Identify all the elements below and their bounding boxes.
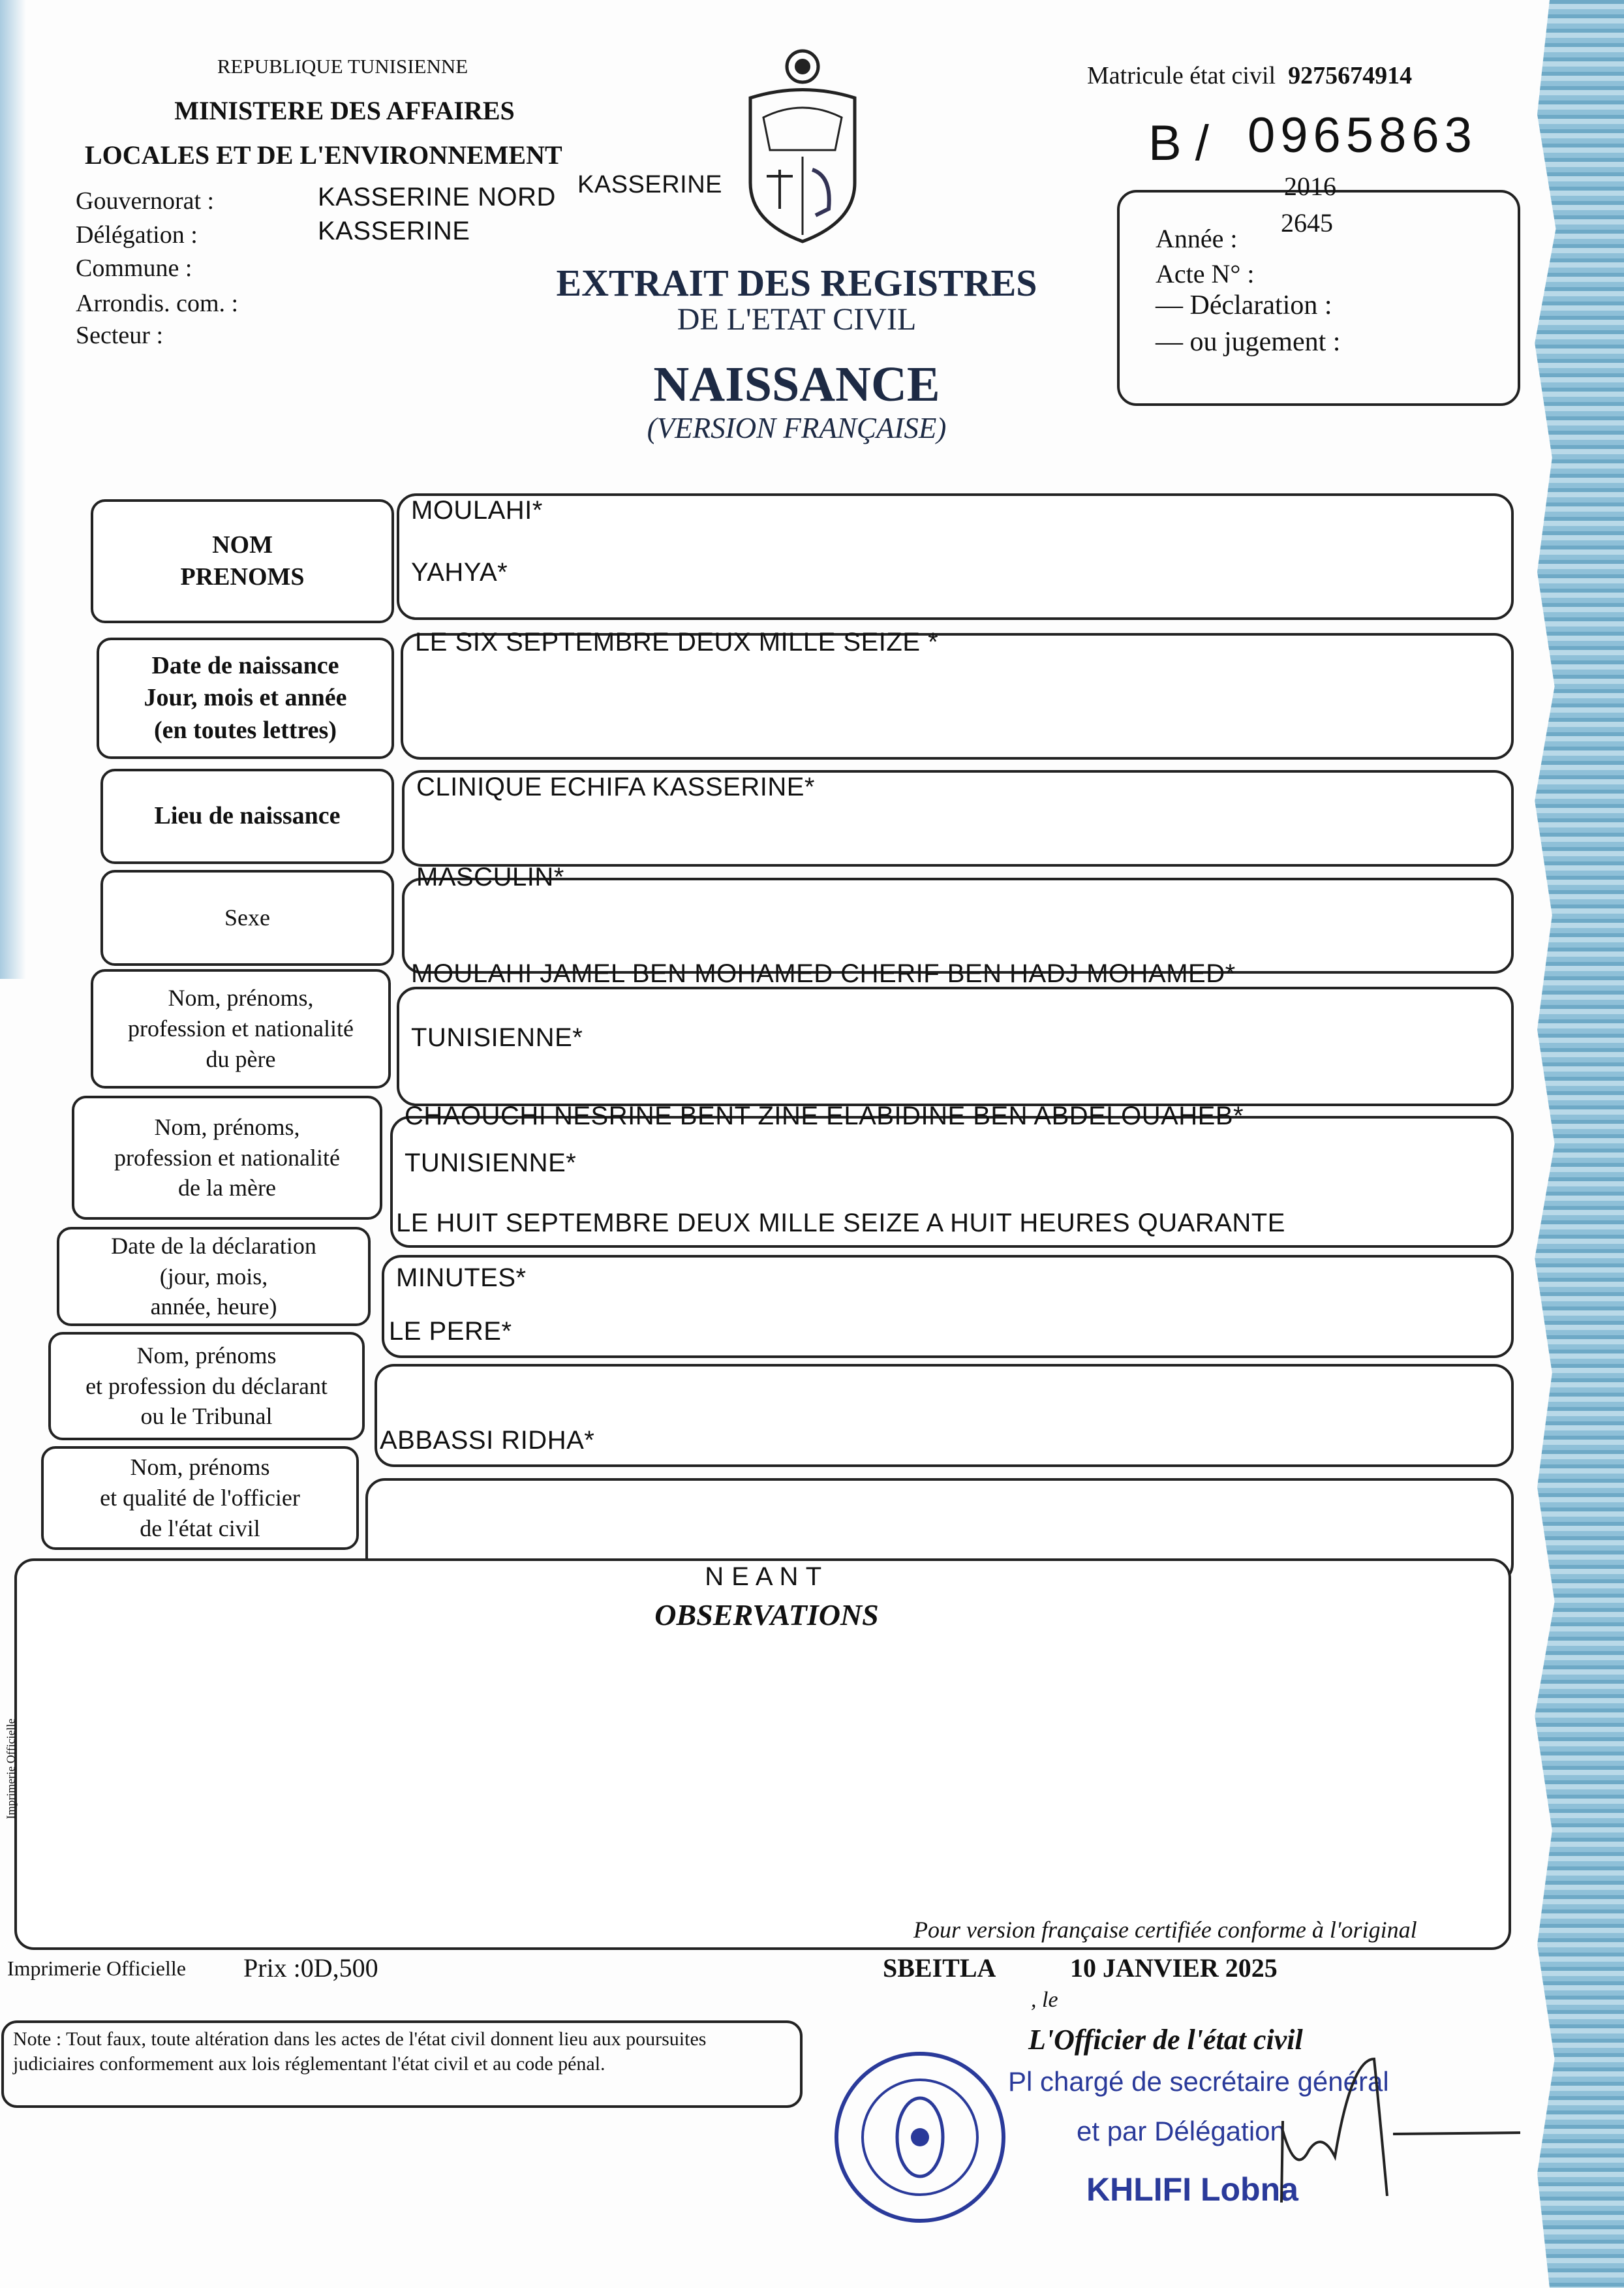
row-label — [100, 870, 394, 966]
row-label — [91, 969, 391, 1089]
row-value: LE SIX SEPTEMBRE DEUX MILLE SEIZE * — [415, 628, 939, 657]
place-label: SBEITLA — [883, 1953, 996, 1983]
serial-prefix: B / — [1148, 116, 1209, 171]
row-value: LE PERE* — [389, 1317, 512, 1346]
row-label-line: Jour, mois et année — [144, 684, 347, 712]
observations-title: OBSERVATIONS — [654, 1598, 879, 1631]
officer-stamp-line-2: et par Délégation — [1077, 2116, 1285, 2146]
signature-icon — [1272, 2056, 1533, 2219]
matricule-label: Matricule état civil — [1087, 62, 1276, 89]
field-value: KASSERINE — [318, 217, 470, 245]
row-value: YAHYA* — [411, 558, 508, 587]
row-label-line: du père — [206, 1045, 276, 1072]
row-label — [48, 1332, 365, 1440]
field-label: Gouvernorat : — [76, 187, 215, 215]
row-label — [97, 638, 394, 759]
certified-label: Pour version française certifiée conforme à l'original — [913, 1917, 1417, 1943]
row-value: MOULAHI JAMEL BEN MOHAMED CHERIF BEN HADJ MOHAMED* — [411, 959, 1236, 988]
row-value: MASCULIN* — [416, 863, 564, 891]
declaration-label: — Déclaration : — [1156, 290, 1332, 320]
row-label-line: Nom, prénoms — [136, 1342, 277, 1368]
document-title-line-1: EXTRAIT DES REGISTRES — [556, 262, 1037, 304]
row-value: MINUTES* — [396, 1263, 527, 1292]
ministry-overlay-text: KASSERINE — [577, 171, 723, 198]
row-value-box — [397, 493, 1514, 620]
act-number-value: 2645 — [1281, 208, 1333, 238]
row-value-box — [382, 1255, 1514, 1358]
row-label-line: Nom, prénoms, — [168, 985, 314, 1012]
row-label-line: année, heure) — [150, 1293, 277, 1320]
date-label: 10 JANVIER 2025 — [1070, 1953, 1278, 1983]
serial-number: 0965863 — [1248, 108, 1477, 163]
left-security-border — [0, 0, 26, 979]
row-label — [41, 1446, 359, 1550]
officer-name: KHLIFI Lobna — [1086, 2171, 1298, 2208]
row-label-line: Sexe — [224, 904, 270, 931]
officer-title: L'Officier de l'état civil — [1028, 2024, 1303, 2056]
row-label-line: et qualité de l'officier — [100, 1485, 300, 1511]
printer-label: Imprimerie Officielle — [7, 1956, 186, 1980]
row-label-line: de la mère — [178, 1175, 276, 1201]
row-label-line: profession et nationalité — [114, 1144, 340, 1171]
row-label-line: (jour, mois, — [159, 1263, 268, 1290]
official-seal-icon — [829, 2046, 1011, 2229]
row-label-line: de l'état civil — [140, 1515, 260, 1541]
row-value: CLINIQUE ECHIFA KASSERINE* — [416, 773, 815, 801]
row-label-line: ou le Tribunal — [140, 1403, 273, 1430]
row-label-line: Date de la déclaration — [111, 1232, 316, 1259]
year-label: Année : — [1156, 224, 1238, 253]
row-label — [100, 769, 394, 864]
row-value: LE HUIT SEPTEMBRE DEUX MILLE SEIZE A HUIT HEURES QUARANTE — [396, 1209, 1285, 1237]
legal-note: Note : Tout faux, toute altération dans les actes de l'état civil donnent lieu aux poursuites judiciaires conformement aux lois réglementant l'état civil et au code pénal. — [1, 2020, 803, 2108]
side-printer-label: Imprimerie Officielle — [4, 1718, 18, 1819]
row-value: ABBASSI RIDHA* — [380, 1426, 595, 1455]
date-le-label: , le — [1031, 1988, 1058, 2012]
document-type: NAISSANCE — [653, 357, 940, 412]
field-label: Secteur : — [76, 322, 164, 349]
price-label: Prix :0D,500 — [243, 1953, 378, 1983]
row-label-line: Lieu de naissance — [154, 802, 341, 830]
row-label — [91, 499, 394, 623]
year-value: 2016 — [1284, 172, 1336, 201]
row-label — [72, 1096, 382, 1220]
field-label: Commune : — [76, 255, 192, 282]
tunisia-coat-of-arms-icon — [737, 46, 868, 248]
row-label-line: Nom, prénoms — [130, 1454, 270, 1481]
row-label-line: et profession du déclarant — [85, 1372, 328, 1399]
matricule-value: 9275674914 — [1288, 62, 1413, 89]
version-label: (VERSION FRANÇAISE) — [647, 412, 947, 444]
document-title-line-2: DE L'ETAT CIVIL — [677, 302, 917, 337]
row-label-line: PRENOMS — [180, 563, 305, 591]
matricule-row — [1087, 61, 1412, 90]
row-label-line: profession et nationalité — [128, 1015, 354, 1042]
row-label-line: Nom, prénoms, — [154, 1113, 300, 1140]
republic-label: REPUBLIQUE TUNISIENNE — [217, 55, 468, 78]
field-label: Arrondis. com. : — [76, 290, 239, 317]
ministry-line-1: MINISTERE DES AFFAIRES — [174, 96, 515, 125]
row-value: TUNISIENNE* — [405, 1149, 577, 1177]
row-label-line: (en toutes lettres) — [154, 716, 337, 744]
ministry-line-2: LOCALES ET DE L'ENVIRONNEMENT — [85, 140, 562, 170]
act-number-label: Acte N° : — [1156, 259, 1255, 288]
officer-stamp-line-1: Pl chargé de secrétaire général — [1008, 2066, 1389, 2097]
observations-value: N E A N T — [705, 1562, 822, 1591]
row-label — [57, 1227, 371, 1326]
row-label-line: Date de naissance — [151, 651, 339, 679]
field-label: Délégation : — [76, 221, 198, 249]
row-label-line: NOM — [212, 531, 273, 559]
row-value: MOULAHI* — [411, 496, 543, 525]
row-value: TUNISIENNE* — [411, 1023, 583, 1052]
row-value: CHAOUCHI NESRINE BENT ZINE ELABIDINE BEN ABDELOUAHEB* — [405, 1102, 1244, 1130]
field-value: KASSERINE NORD — [318, 183, 556, 211]
judgment-label: — ou jugement : — [1156, 327, 1341, 357]
